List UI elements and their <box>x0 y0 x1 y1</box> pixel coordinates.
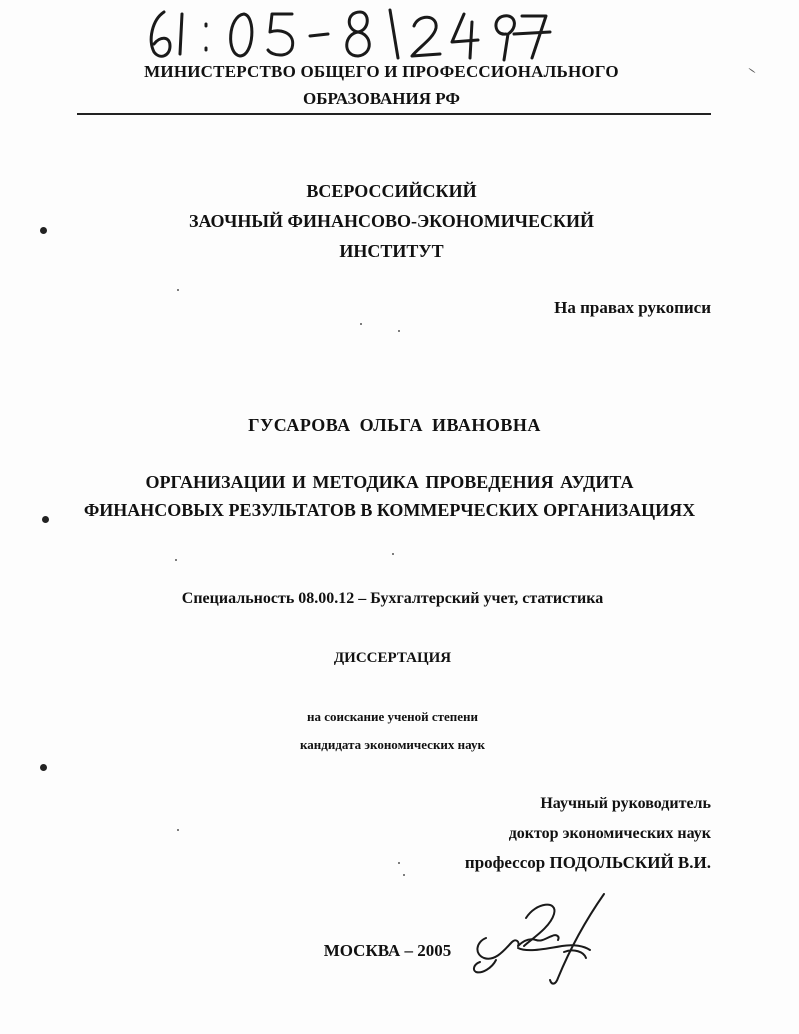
supervisor-name: профессор ПОДОЛЬСКИЙ В.И. <box>464 853 711 872</box>
city-year: МОСКВА – 2005 <box>323 941 452 960</box>
degree-line-1: на соискание ученой степени <box>306 709 479 724</box>
header-divider <box>77 113 711 115</box>
ministry-line-1: МИНИСТЕРСТВО ОБЩЕГО И ПРОФЕССИОНАЛЬНОГО <box>144 62 619 81</box>
punch-hole-middle <box>42 516 49 523</box>
dissertation-title-line-2: ФИНАНСОВЫХ РЕЗУЛЬТАТОВ В КОММЕРЧЕСКИХ ОРГАНИЗАЦИЯХ <box>83 500 696 520</box>
institute-line-3: ИНСТИТУТ <box>339 241 444 261</box>
manuscript-rights-note: На правах рукописи <box>554 298 711 317</box>
ministry-line-2: ОБРАЗОВАНИЯ РФ <box>303 89 460 108</box>
institute-line-2: ЗАОЧНЫЙ ФИНАНСОВО-ЭКОНОМИЧЕСКИЙ <box>188 211 595 231</box>
author-name: ГУСАРОВА ОЛЬГА ИВАНОВНА <box>248 415 541 435</box>
supervisor-degree: доктор экономических наук <box>508 825 711 842</box>
degree-line-2: кандидата экономических наук <box>300 737 485 752</box>
document-type: ДИССЕРТАЦИЯ <box>333 650 452 666</box>
scan-speck <box>177 829 179 831</box>
scan-speck <box>398 862 400 864</box>
supervisor-role: Научный руководитель <box>540 795 711 812</box>
scan-speck <box>398 330 400 332</box>
scan-speck <box>403 874 405 876</box>
scan-speck <box>392 553 394 555</box>
institute-line-1: ВСЕРОССИЙСКИЙ <box>306 181 477 201</box>
specialty-code: Специальность 08.00.12 – Бухгалтерский учет, статистика <box>181 590 604 607</box>
punch-hole-top <box>40 227 47 234</box>
handwritten-catalog-number <box>142 4 552 64</box>
signature-icon <box>466 888 616 988</box>
punch-hole-bottom <box>40 764 47 771</box>
dissertation-title-line-1: ОРГАНИЗАЦИИ И МЕТОДИКА ПРОВЕДЕНИЯ АУДИТА <box>145 472 634 492</box>
scan-speck <box>360 323 362 325</box>
scan-speck <box>177 289 179 291</box>
scan-speck <box>175 559 177 561</box>
